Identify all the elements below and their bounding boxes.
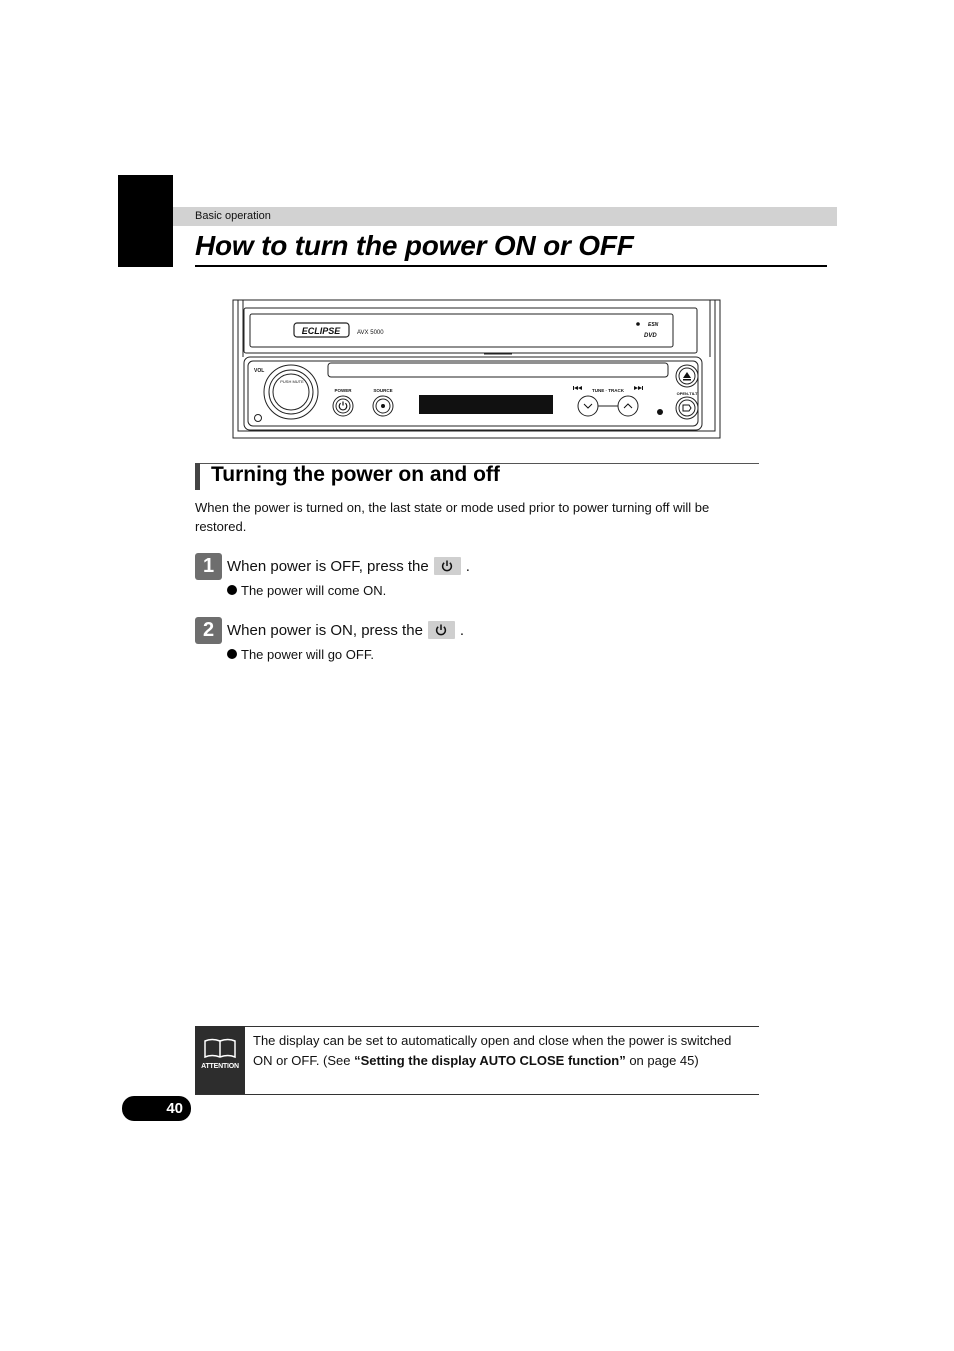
attention-link-title: “Setting the display AUTO CLOSE function” (354, 1052, 626, 1068)
step-1-text: When power is OFF, press the (227, 557, 429, 575)
attention-text-before: The display can be set to automatically open and close when the power is switched ON or OFF. (See (253, 1033, 732, 1068)
display-window (419, 395, 553, 414)
bullet-dot (227, 649, 237, 659)
power-icon (434, 623, 448, 637)
step-1-instruction (227, 556, 470, 576)
chapter-side-tab (118, 175, 173, 267)
push-mute-label: PUSH MUTE (280, 379, 304, 384)
dvd-label: DVD (644, 333, 657, 339)
bullet-dot (227, 585, 237, 595)
step-2-result (227, 646, 374, 662)
attention-badge (195, 1026, 245, 1094)
step-2-result-text: The power will go OFF. (241, 646, 374, 662)
step-2-instruction (227, 620, 464, 640)
attention-label: ATTENTION (201, 1063, 239, 1070)
power-button-chip (434, 557, 461, 575)
attention-bottom-rule (195, 1094, 759, 1095)
vol-label: VOL (254, 368, 265, 374)
attention-text (253, 1031, 753, 1070)
brand-logo: ECLIPSE (301, 326, 341, 336)
section-label: Basic operation (195, 210, 271, 222)
power-label: POWER (334, 388, 352, 393)
power-button-chip (428, 621, 455, 639)
step-2-text: When power is ON, press the (227, 621, 423, 639)
subsection-accent-bar (195, 463, 200, 490)
open-tilt-label: OPEN-TILT (676, 391, 698, 396)
step-1-number: 1 (195, 553, 222, 580)
power-button-icon (339, 402, 347, 410)
subsection-title: Turning the power on and off (211, 463, 500, 486)
step-1-result (227, 582, 386, 598)
step-2-suffix: . (459, 621, 465, 639)
source-label: SOURCE (373, 388, 393, 393)
intro-paragraph: When the power is turned on, the last state or mode used prior to power turning off will be restored. (195, 500, 710, 534)
model-label: AVX 5000 (357, 330, 384, 336)
section-header-bar (173, 207, 837, 226)
esn-label: ESN (648, 322, 659, 328)
step-2-number: 2 (195, 617, 222, 644)
step-1-suffix: . (465, 557, 470, 575)
page-number: 40 (122, 1096, 191, 1121)
step-1-result-text: The power will come ON. (241, 582, 387, 598)
attention-text-after: on page 45) (625, 1052, 699, 1068)
head-unit-illustration (232, 299, 722, 440)
power-icon (440, 559, 454, 573)
page-title: How to turn the power ON or OFF (195, 230, 634, 261)
attention-top-rule (195, 1026, 759, 1027)
title-underline (195, 265, 827, 267)
tune-track-label: TUNE · TRACK (592, 388, 624, 393)
book-icon (203, 1038, 237, 1060)
